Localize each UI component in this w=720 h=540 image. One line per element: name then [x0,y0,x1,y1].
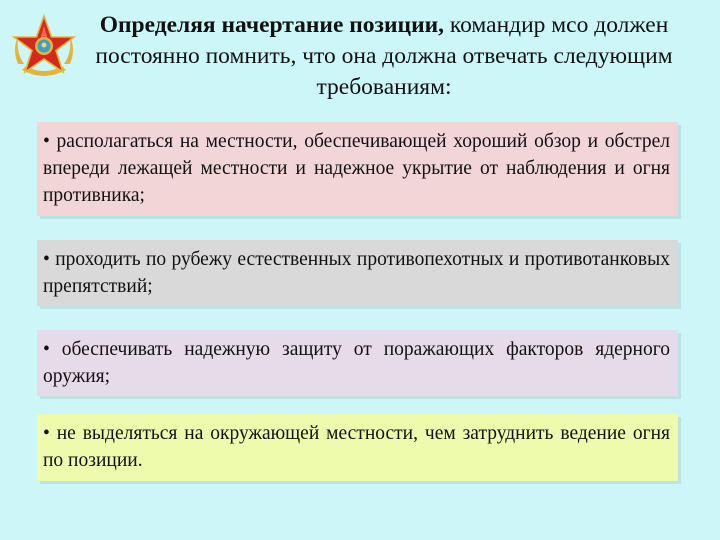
requirement-card-3: • обеспечивать надежную защиту от поражающих факторов ядерного оружия; [37,330,678,396]
requirement-card-1: • располагаться на местности, обеспечивающей хороший обзор и обстрел впереди лежащей местности и надежное укрытие от наблюдения и огня противника; [37,122,678,216]
page-title [84,10,684,103]
red-star-emblem-icon [8,12,80,84]
requirement-card-4: • не выделяться на окружающей местности, чем затруднить ведение огня по позиции. [37,414,678,481]
title-rest-part: командир мсо должен постоянно помнить, что она должна отвечать следующим требованиям: [95,12,673,100]
title-bold-part: Определяя начертание позиции, [99,12,445,38]
requirement-card-2: • проходить по рубежу естественных противопехотных и противотанковых препятствий; [37,240,678,306]
